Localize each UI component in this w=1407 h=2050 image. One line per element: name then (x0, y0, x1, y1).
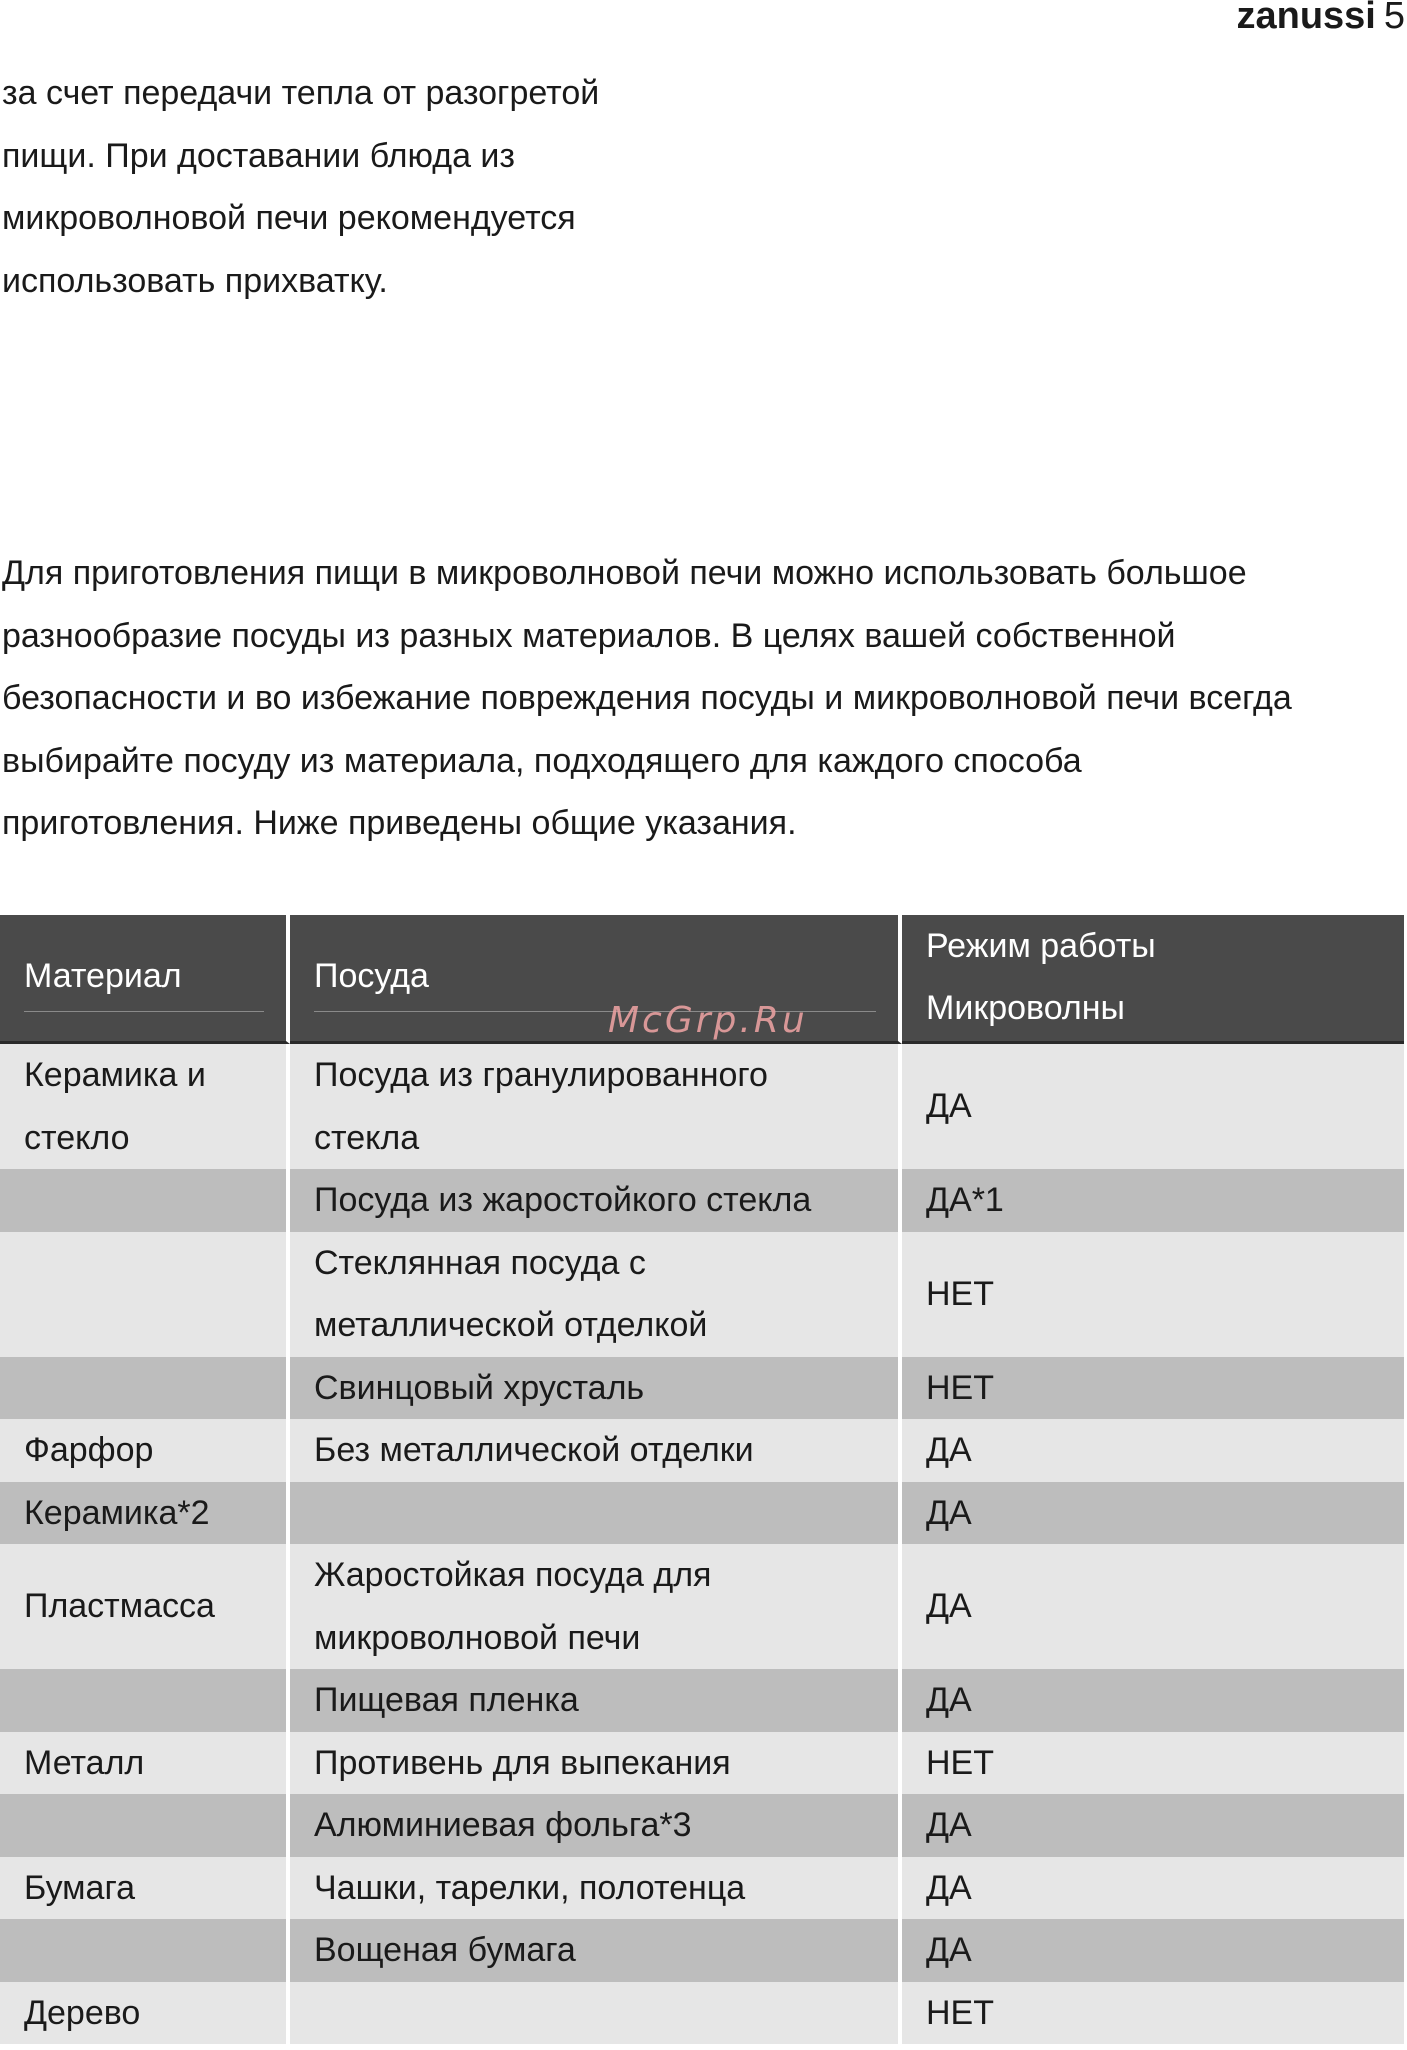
cell-cookware: Вощеная бумага (290, 1919, 902, 1982)
cell-mode: ДА (902, 1919, 1404, 1982)
cell-material: Керамика и стекло (0, 1044, 290, 1169)
intro-line: использовать прихватку. (2, 261, 388, 300)
table-row (0, 1169, 1404, 1232)
table-row (0, 1794, 1404, 1857)
cell-mode: НЕТ (902, 1232, 1404, 1357)
cell-material: Пластмасса (0, 1544, 290, 1669)
cell-cookware: Жаростойкая посуда для микроволновой печи (290, 1544, 902, 1669)
paragraph-line: безопасности и во избежание повреждения посуды и микроволновой печи всегда (2, 679, 1292, 717)
cell-cookware: Посуда из жаростойкого стекла (290, 1169, 902, 1232)
cell-cookware (290, 1482, 902, 1545)
watermark: McGrp.Ru (608, 1000, 808, 1041)
cell-mode: ДА (902, 1669, 1404, 1732)
cell-material (0, 1232, 290, 1357)
cell-material: Керамика*2 (0, 1482, 290, 1545)
table-row (0, 1732, 1404, 1795)
cell-material: Металл (0, 1732, 290, 1795)
cell-mode: НЕТ (902, 1982, 1404, 2045)
cell-mode: ДА (902, 1857, 1404, 1920)
table-row (0, 1919, 1404, 1982)
cell-material: Бумага (0, 1857, 290, 1920)
page-header (1236, 0, 1405, 37)
cell-mode: ДА (902, 1419, 1404, 1482)
table-row (0, 1044, 1404, 1169)
cell-mode: НЕТ (902, 1357, 1404, 1420)
table-row (0, 1482, 1404, 1545)
paragraph-line: разнообразие посуды из разных материалов. В целях вашей собственной (2, 616, 1176, 655)
table-row (0, 1357, 1404, 1420)
table-row (0, 1544, 1404, 1669)
cell-material (0, 1794, 290, 1857)
cell-material: Фарфор (0, 1419, 290, 1482)
cell-cookware (290, 1982, 902, 2045)
intro-line: микроволновой печи рекомендуется (2, 199, 576, 237)
intro-line: пищи. При доставании блюда из (2, 136, 516, 175)
intro-line: за счет передачи тепла от разогретой (2, 74, 600, 112)
cell-mode: ДА (902, 1482, 1404, 1545)
cookware-paragraph (2, 542, 1402, 855)
cell-material (0, 1357, 290, 1420)
cookware-table-container (0, 915, 1404, 2044)
cell-cookware: Пищевая пленка (290, 1669, 902, 1732)
table-row (0, 1669, 1404, 1732)
cookware-table (0, 915, 1404, 2044)
cell-mode: НЕТ (902, 1732, 1404, 1795)
header-cookware: Посуда (290, 915, 902, 1044)
cell-mode: ДА*1 (902, 1169, 1404, 1232)
brand-logo-text: zanussi (1236, 0, 1376, 37)
cell-cookware: Стеклянная посуда с металлической отделкой (290, 1232, 902, 1357)
page-number: 5 (1383, 0, 1405, 37)
intro-text (2, 62, 702, 312)
paragraph-line: приготовления. Ниже приведены общие указания. (2, 804, 797, 842)
cell-mode: ДА (902, 1794, 1404, 1857)
table-row (0, 1232, 1404, 1357)
cell-material: Дерево (0, 1982, 290, 2045)
header-underline (24, 1011, 264, 1012)
paragraph-line: Для приготовления пищи в микроволновой печи можно использовать большое (2, 554, 1247, 592)
cell-mode: ДА (902, 1544, 1404, 1669)
cell-cookware: Без металлической отделки (290, 1419, 902, 1482)
cell-mode: ДА (902, 1044, 1404, 1169)
cell-material (0, 1919, 290, 1982)
cell-cookware: Алюминиевая фольга*3 (290, 1794, 902, 1857)
table-row (0, 1982, 1404, 2045)
paragraph-line: выбирайте посуду из материала, подходящего для каждого способа (2, 741, 1082, 780)
cell-cookware: Свинцовый хрусталь (290, 1357, 902, 1420)
cell-cookware: Чашки, тарелки, полотенца (290, 1857, 902, 1920)
table-row (0, 1857, 1404, 1920)
cell-cookware: Посуда из гранулированного стекла (290, 1044, 902, 1169)
cell-cookware: Противень для выпекания (290, 1732, 902, 1795)
header-material: Материал (0, 915, 290, 1044)
cell-material (0, 1669, 290, 1732)
cell-material (0, 1169, 290, 1232)
header-mode: Режим работы Микроволны (902, 915, 1404, 1044)
table-row (0, 1419, 1404, 1482)
